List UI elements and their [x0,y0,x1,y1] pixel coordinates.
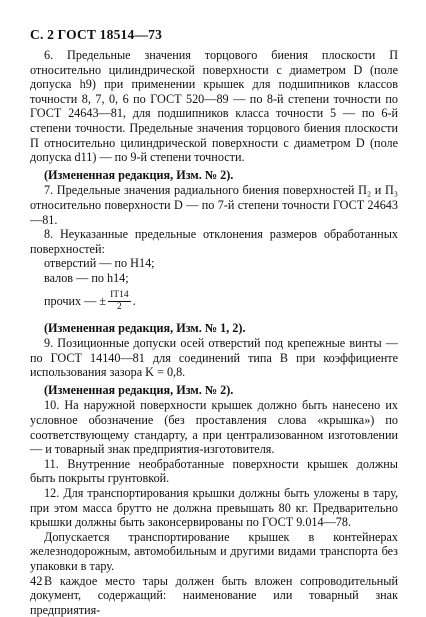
paragraph-10: 10. На наружной поверхности крышек должно быть нанесено их условное обозначение (без проставления слова «крышка») по соответствующему стандарту, а при централизованном изготовлении — и товарный знак предприятия-изготовителя. [30,398,398,457]
tolerance-holes: отверстий — по H14; [44,256,155,271]
formula-prefix: прочих — ± [44,294,107,308]
running-header: С. 2 ГОСТ 18514—73 [30,27,163,42]
paragraph-6: 6. Предельные значения торцового биения плоскости П относительно цилиндрической поверхности с диаметром D (поле допуска h9) при применении крышек для подшипников классов точности 8, 7, 0, 6 по ГОСТ 520—89 — по 8-й степени точности по ГОСТ 24643—81, для подшипников класса точности 5 — по 6-й степени точности. Предельные значения торцового биения плоскости П относительно цилиндрической поверхности с диаметром D (поле допуска d11) — по 9-й степени точности. [30,48,398,165]
paragraph-9: 9. Позиционные допуски осей отверстий под крепежные винты — по ГОСТ 14140—81 для соединений типа В при коэффициенте использования зазора K = 0,8. [30,336,398,380]
fraction-denominator: 2 [116,302,122,312]
tolerance-shafts: валов — по h14; [44,270,129,285]
amendment-note: (Измененная редакция, Изм. № 1, 2). [44,320,246,335]
page-number: 42 [30,574,43,588]
paragraph-8: 8. Неуказанные предельные отклонения размеров обработанных поверхностей: [30,227,398,256]
paragraph-12-document: В каждое место тары должен быть вложен сопроводительный документ, содержащий: наименование или товарный знак предприятия- [30,573,398,617]
tolerance-other-formula [30,286,398,318]
fraction-numerator: IT14 [110,290,129,300]
fraction [108,290,130,313]
paragraph-7: 7. Предельные значения радиального биения поверхностей П₂ и П₃ относительно поверхности D — по 7-й степени точности ГОСТ 24643—81. [30,183,398,227]
formula-suffix: . [132,294,136,308]
paragraph-12: 12. Для транспортирования крышки должны быть уложены в тару, при этом масса брутто не должна превышать 80 кг. Предварительно крышки должны быть законсервированы по ГОСТ 9.014—78. [30,486,398,530]
paragraph-12-transport: Допускается транспортирование крышек в контейнерах железнодорожным, автомобильным и другими видами транспорта без упаковки в тару. [30,529,398,573]
amendment-note: (Измененная редакция, Изм. № 2). [44,382,234,397]
amendment-note: (Измененная редакция, Изм. № 2). [44,167,234,182]
paragraph-11: 11. Внутренние необработанные поверхности крышек должны быть покрыты грунтовкой. [30,456,398,486]
document-body [30,48,398,617]
